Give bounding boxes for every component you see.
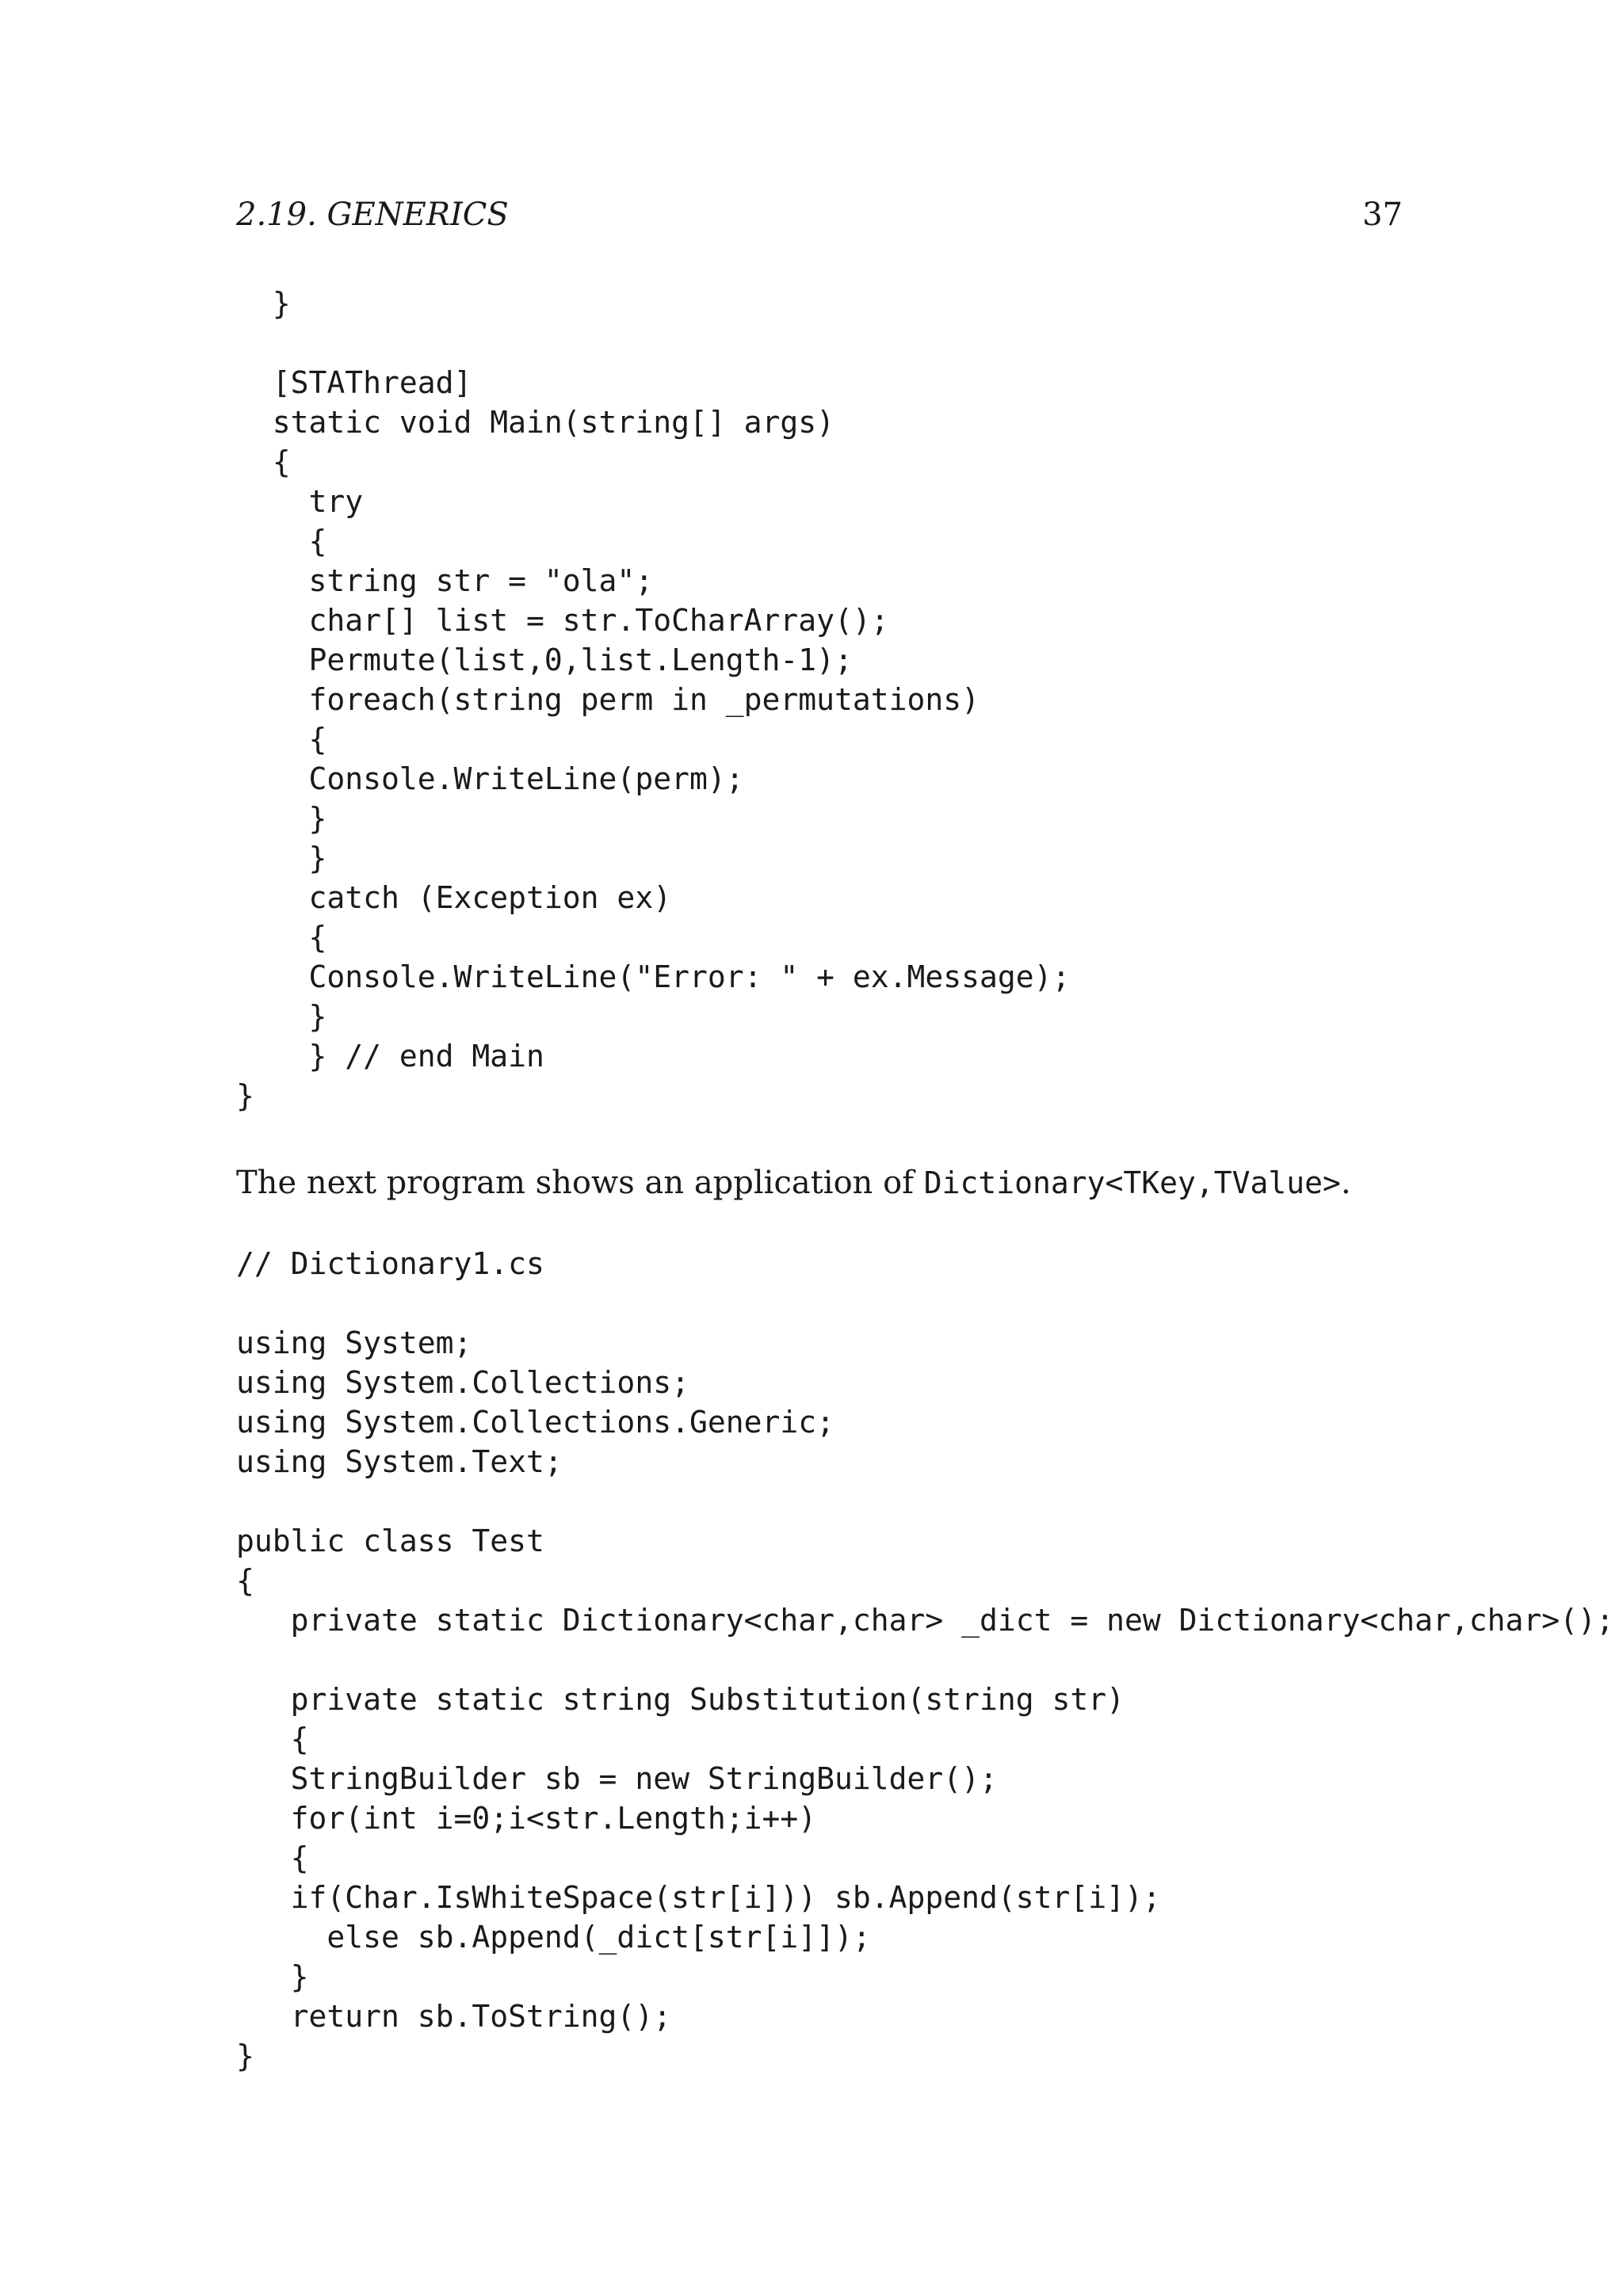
inline-code: Dictionary<TKey,TValue> — [923, 1165, 1341, 1200]
running-header — [236, 196, 1403, 244]
code-block-dictionary1: // Dictionary1.cs using System; using System.Collections; using System.Collections.Generic; using System.Text; public class Test { private static Dictionary<char,char> _dict = new Dictionary<char,char>(); private static string Substitution(string str) { StringBuilder sb = new StringBuilder(); for(int i=0;i<str.Length;i++) { if(Char.IsWhiteSpace(str[i])) sb.Append(str[i]); else sb.Append(_dict[str[i]]); } return sb.ToString(); } — [236, 1246, 1614, 2073]
body-paragraph — [236, 1163, 1425, 1203]
section-title: 2.19. GENERICS — [236, 196, 509, 233]
page-number: 37 — [1362, 196, 1403, 233]
code-block-main-method: } [STAThread] static void Main(string[] args) { try { string str = "ola"; char[] list = str.ToCharArray(); Permute(list,0,list.Length-1); foreach(string perm in _permutations) { Console.WriteLine(perm); } } catch (Exception ex) { Console.WriteLine("Error: " + ex.Message); } } // end Main } — [236, 286, 1071, 1113]
paragraph-period: . — [1340, 1165, 1351, 1201]
paragraph-text: The next program shows an application of — [236, 1165, 924, 1201]
